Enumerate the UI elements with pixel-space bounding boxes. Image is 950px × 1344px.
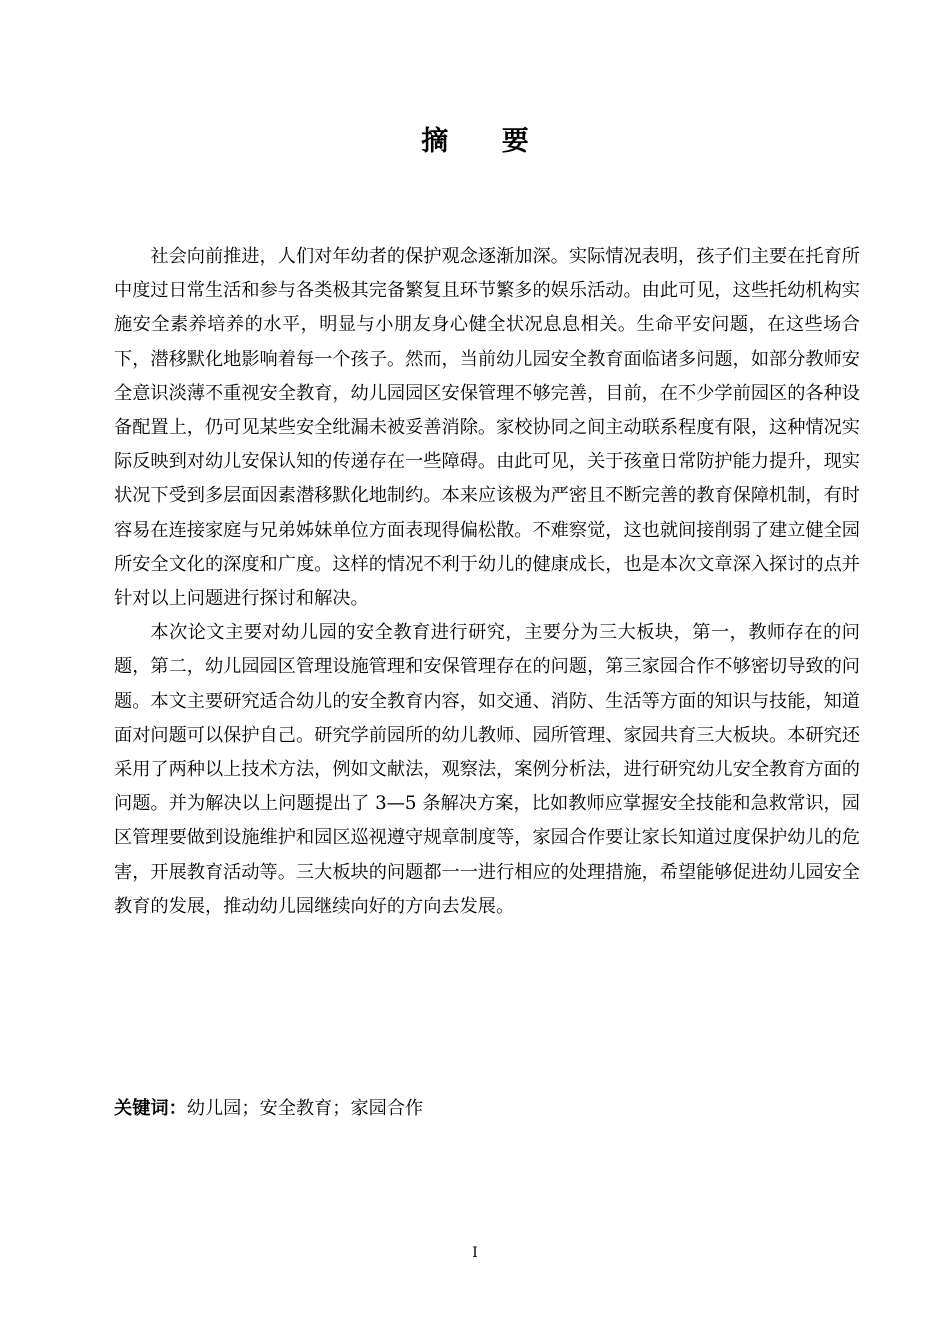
- abstract-paragraph-1: 社会向前推进，人们对年幼者的保护观念逐渐加深。实际情况表明，孩子们主要在托育所中度过日常生活和参与各类极其完备繁复且环节繁多的娱乐活动。由此可见，这些托幼机构实施安全素养培养的水平，明显与小朋友身心健全状况息息相关。生命平安问题，在这些场合下，潜移默化地影响着每一个孩子。然而，当前幼儿园安全教育面临诸多问题，如部分教师安全意识淡薄不重视安全教育，幼儿园园区安保管理不够完善，目前，在不少学前园区的各种设备配置上，仍可见某些安全纰漏未被妥善消除。家校协同之间主动联系程度有限，这种情况实际反映到对幼儿安保认知的传递存在一些障碍。由此可见，关于孩童日常防护能力提升，现实状况下受到多层面因素潜移默化地制约。本来应该极为严密且不断完善的教育保障机制，有时容易在连接家庭与兄弟姊妹单位方面表现得偏松散。不难察觉，这也就间接削弱了建立健全园所安全文化的深度和广度。这样的情况不利于幼儿的健康成长，也是本次文章深入探讨的点并针对以上问题进行探讨和解决。: [114, 246, 860, 610]
- abstract-paragraph-2: 本次论文主要对幼儿园的安全教育进行研究，主要分为三大板块，第一，教师存在的问题，第二，幼儿园园区管理设施管理和安保管理存在的问题，第三家园合作不够密切导致的问题。本文主要研究适合幼儿的安全教育内容，如交通、消防、生活等方面的知识与技能，知道面对问题可以保护自己。研究学前园所的幼儿教师、园所管理、家园共育三大板块。本研究还采用了两种以上技术方法，例如文献法，观察法，案例分析法，进行研究幼儿安全教育方面的问题。并为解决以上问题提出了 3—5 条解决方案，比如教师应掌握安全技能和急救常识，园区管理要做到设施维护和园区巡视遵守规章制度等，家园合作要让家长知道过度保护幼儿的危害，开展教育活动等。三大板块的问题都一一进行相应的处理措施，希望能够促进幼儿园安全教育的发展，推动幼儿园继续向好的方向去发展。: [114, 622, 860, 917]
- keywords-line: [114, 1092, 860, 1126]
- abstract-body: [114, 240, 860, 924]
- keywords-label: 关键词：: [114, 1098, 187, 1119]
- abstract-title: 摘 要: [421, 126, 551, 157]
- keywords-value: 幼儿园；安全教育；家园合作: [186, 1098, 424, 1119]
- page-number: I: [472, 1245, 478, 1261]
